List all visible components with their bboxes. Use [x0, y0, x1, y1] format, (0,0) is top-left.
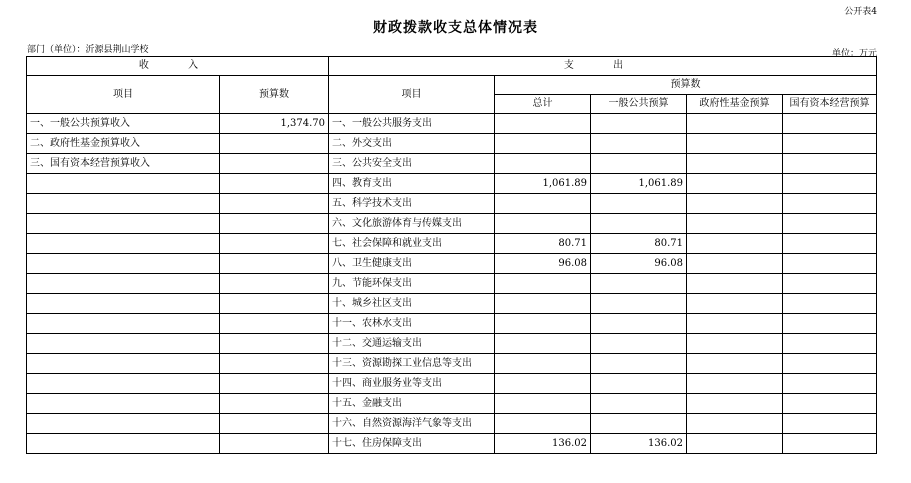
total-cell: [495, 394, 591, 414]
state-capital-cell: [783, 294, 877, 314]
income-amount-cell: [220, 394, 329, 414]
state-capital-header: 国有资本经营预算: [783, 95, 877, 114]
gov-fund-cell: [687, 214, 783, 234]
expense-item-cell: 九、节能环保支出: [329, 274, 495, 294]
state-capital-cell: [783, 174, 877, 194]
income-item-cell: [27, 234, 220, 254]
table-row: [27, 134, 877, 154]
income-amount-cell: [220, 334, 329, 354]
general-budget-cell: [591, 194, 687, 214]
general-budget-cell: [591, 294, 687, 314]
table-row: [27, 234, 877, 254]
income-item-cell: [27, 314, 220, 334]
general-budget-cell: [591, 114, 687, 134]
total-cell: [495, 274, 591, 294]
expense-item-cell: 六、文化旅游体育与传媒支出: [329, 214, 495, 234]
income-amount-cell: [220, 274, 329, 294]
income-item-cell: [27, 194, 220, 214]
total-header: 总计: [495, 95, 591, 114]
total-cell: [495, 214, 591, 234]
table-row: [27, 394, 877, 414]
gov-fund-cell: [687, 374, 783, 394]
table-row: [27, 274, 877, 294]
income-item-cell: [27, 414, 220, 434]
total-cell: [495, 414, 591, 434]
total-cell: 96.08: [495, 254, 591, 274]
table-row: [27, 334, 877, 354]
income-item-header: 项目: [27, 76, 220, 114]
gov-fund-cell: [687, 414, 783, 434]
gov-fund-cell: [687, 234, 783, 254]
table-row: [27, 154, 877, 174]
state-capital-cell: [783, 374, 877, 394]
gov-fund-cell: [687, 114, 783, 134]
state-capital-cell: [783, 414, 877, 434]
table-row: [27, 294, 877, 314]
general-budget-cell: [591, 414, 687, 434]
state-capital-cell: [783, 234, 877, 254]
gov-fund-cell: [687, 194, 783, 214]
income-amount-cell: [220, 314, 329, 334]
gov-fund-cell: [687, 334, 783, 354]
income-amount-cell: [220, 434, 329, 454]
expense-item-cell: 二、外交支出: [329, 134, 495, 154]
general-budget-cell: [591, 394, 687, 414]
state-capital-cell: [783, 254, 877, 274]
gov-fund-cell: [687, 274, 783, 294]
income-item-cell: [27, 434, 220, 454]
total-cell: [495, 354, 591, 374]
expense-item-cell: 十二、交通运输支出: [329, 334, 495, 354]
income-item-cell: [27, 334, 220, 354]
income-amount-cell: [220, 294, 329, 314]
income-amount-cell: [220, 234, 329, 254]
total-cell: [495, 134, 591, 154]
general-budget-cell: 1,061.89: [591, 174, 687, 194]
table-row: [27, 414, 877, 434]
income-item-cell: [27, 214, 220, 234]
income-item-cell: [27, 274, 220, 294]
income-item-cell: 二、政府性基金预算收入: [27, 134, 220, 154]
income-header: 收 入: [27, 57, 329, 76]
table-row: [27, 114, 877, 134]
expense-header: 支 出: [329, 57, 877, 76]
gov-fund-header: 政府性基金预算: [687, 95, 783, 114]
table-row: [27, 214, 877, 234]
state-capital-cell: [783, 194, 877, 214]
total-cell: [495, 114, 591, 134]
budget-group-header: 预算数: [495, 76, 877, 95]
gov-fund-cell: [687, 174, 783, 194]
general-budget-cell: 80.71: [591, 234, 687, 254]
general-budget-cell: [591, 134, 687, 154]
form-number: 公开表4: [844, 7, 877, 17]
gov-fund-cell: [687, 354, 783, 374]
income-amount-cell: [220, 374, 329, 394]
unit-label: 单位：万元: [831, 49, 877, 59]
gov-fund-cell: [687, 254, 783, 274]
state-capital-cell: [783, 114, 877, 134]
income-item-cell: [27, 394, 220, 414]
table-row: [27, 374, 877, 394]
general-budget-cell: [591, 314, 687, 334]
gov-fund-cell: [687, 314, 783, 334]
income-amount-cell: [220, 154, 329, 174]
state-capital-cell: [783, 154, 877, 174]
general-budget-cell: [591, 354, 687, 374]
general-budget-cell: [591, 374, 687, 394]
department-label: 部门（单位）：沂源县荆山学校: [27, 45, 149, 55]
income-item-cell: [27, 354, 220, 374]
total-cell: [495, 374, 591, 394]
income-amount-cell: [220, 174, 329, 194]
state-capital-cell: [783, 354, 877, 374]
table-row: [27, 314, 877, 334]
income-item-cell: [27, 294, 220, 314]
expense-item-cell: 十、城乡社区支出: [329, 294, 495, 314]
income-item-cell: 一、一般公共预算收入: [27, 114, 220, 134]
table-row: [27, 254, 877, 274]
total-cell: 136.02: [495, 434, 591, 454]
general-budget-cell: [591, 274, 687, 294]
page-title: 财政拨款收支总体情况表: [373, 20, 538, 36]
income-amount-cell: [220, 354, 329, 374]
expense-item-cell: 三、公共安全支出: [329, 154, 495, 174]
expense-item-cell: 十三、资源勘探工业信息等支出: [329, 354, 495, 374]
income-item-cell: 三、国有资本经营预算收入: [27, 154, 220, 174]
income-item-cell: [27, 254, 220, 274]
total-cell: [495, 314, 591, 334]
total-cell: [495, 334, 591, 354]
income-item-cell: [27, 174, 220, 194]
general-budget-header: 一般公共预算: [591, 95, 687, 114]
general-budget-cell: 136.02: [591, 434, 687, 454]
total-cell: [495, 294, 591, 314]
expense-item-cell: 十六、自然资源海洋气象等支出: [329, 414, 495, 434]
income-budget-header: 预算数: [220, 76, 329, 114]
table-row: [27, 194, 877, 214]
general-budget-cell: 96.08: [591, 254, 687, 274]
expense-item-cell: 四、教育支出: [329, 174, 495, 194]
budget-table: [26, 56, 877, 454]
table-row: [27, 434, 877, 454]
general-budget-cell: [591, 334, 687, 354]
income-amount-cell: [220, 134, 329, 154]
income-amount-cell: [220, 254, 329, 274]
state-capital-cell: [783, 434, 877, 454]
expense-item-cell: 十五、金融支出: [329, 394, 495, 414]
total-cell: 80.71: [495, 234, 591, 254]
total-cell: [495, 154, 591, 174]
gov-fund-cell: [687, 294, 783, 314]
expense-item-cell: 五、科学技术支出: [329, 194, 495, 214]
state-capital-cell: [783, 134, 877, 154]
total-cell: [495, 194, 591, 214]
table-row: [27, 354, 877, 374]
state-capital-cell: [783, 314, 877, 334]
expense-item-cell: 八、卫生健康支出: [329, 254, 495, 274]
general-budget-cell: [591, 214, 687, 234]
state-capital-cell: [783, 394, 877, 414]
income-amount-cell: [220, 214, 329, 234]
state-capital-cell: [783, 214, 877, 234]
income-amount-cell: [220, 414, 329, 434]
income-amount-cell: [220, 194, 329, 214]
expense-item-cell: 七、社会保障和就业支出: [329, 234, 495, 254]
state-capital-cell: [783, 274, 877, 294]
state-capital-cell: [783, 334, 877, 354]
gov-fund-cell: [687, 154, 783, 174]
expense-item-cell: 十四、商业服务业等支出: [329, 374, 495, 394]
total-cell: 1,061.89: [495, 174, 591, 194]
income-item-cell: [27, 374, 220, 394]
expense-item-cell: 一、一般公共服务支出: [329, 114, 495, 134]
expense-item-header: 项目: [329, 76, 495, 114]
gov-fund-cell: [687, 394, 783, 414]
general-budget-cell: [591, 154, 687, 174]
income-amount-cell: 1,374.70: [220, 114, 329, 134]
gov-fund-cell: [687, 134, 783, 154]
expense-item-cell: 十七、住房保障支出: [329, 434, 495, 454]
expense-item-cell: 十一、农林水支出: [329, 314, 495, 334]
gov-fund-cell: [687, 434, 783, 454]
table-row: [27, 174, 877, 194]
